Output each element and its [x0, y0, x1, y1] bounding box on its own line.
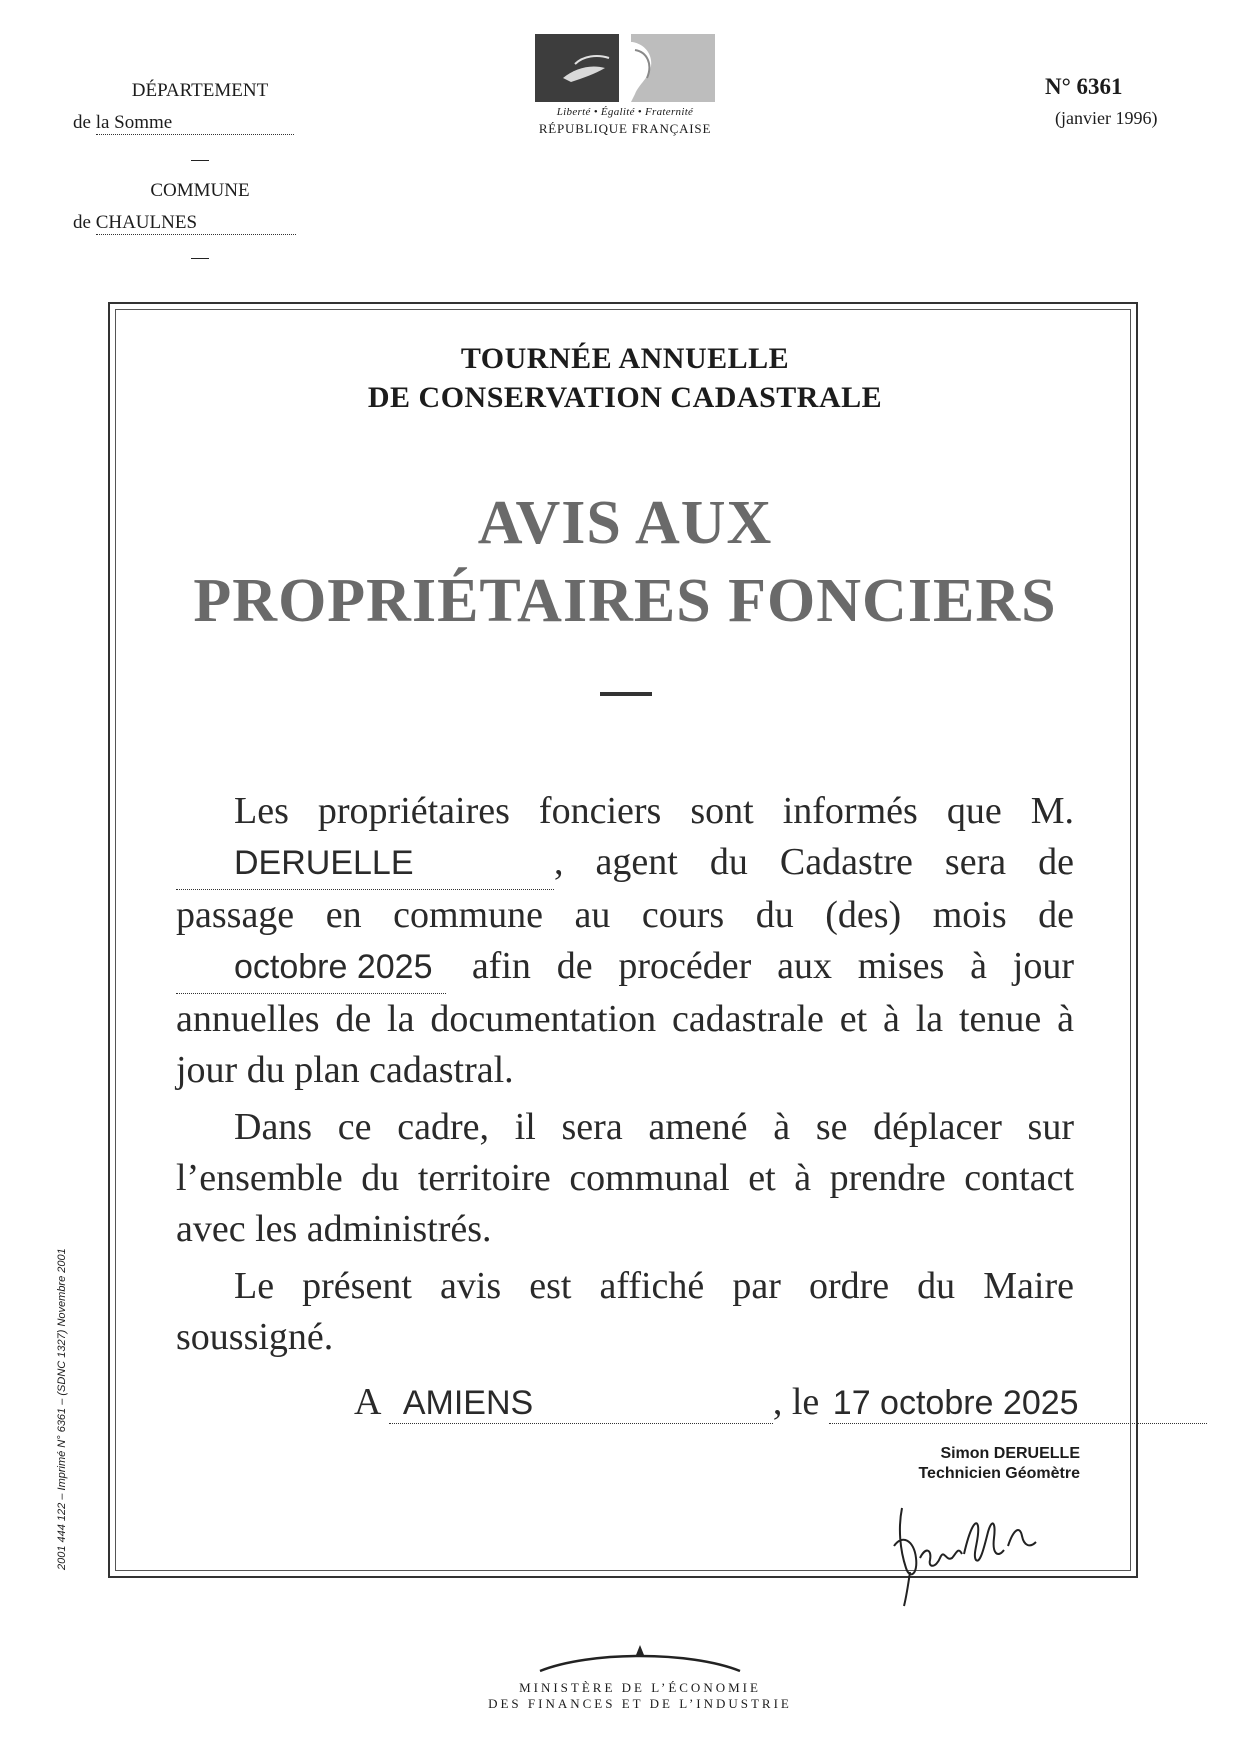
notice-paragraph-2: Dans ce cadre, il sera amené à se déplacer sur l’ensemble du territoire communal et à prendre contact avec les administrés. — [176, 1106, 1074, 1250]
paragraph-1-start: Les propriétaires fonciers sont informés que M. — [234, 790, 1074, 832]
notice-title-line2: PROPRIÉTAIRES FONCIERS — [193, 567, 1057, 635]
agent-name: DERUELLE — [234, 844, 414, 882]
departement-label: DÉPARTEMENT — [131, 80, 269, 101]
signatory-name: Simon DERUELLE — [940, 1445, 1080, 1462]
notice-title-line1: AVIS AUX — [477, 489, 773, 557]
signatory-block — [880, 1444, 1080, 1484]
date-value: 17 octobre 2025 — [832, 1384, 1079, 1422]
form-number: N° 6361 — [1045, 74, 1123, 99]
place-value: AMIENS — [402, 1384, 534, 1422]
divider-dash — [191, 160, 209, 161]
republique-motto: Liberté • Égalité • Fraternité — [556, 106, 694, 118]
commune-label: COMMUNE — [150, 180, 250, 201]
paragraph-1-end: afin de procéder aux mises à jour annuelles de la documentation cadastrale et à la tenue à jour du plan cadastral. — [176, 945, 1075, 1091]
departement-prefix: de — [73, 112, 91, 133]
commune-line — [73, 212, 296, 235]
commune-value: CHAULNES — [95, 212, 198, 233]
print-reference: 2001 444 122 – Imprimé N° 6361 – (SDNC 1327) Novembre 2001 — [56, 1248, 68, 1570]
republique-logo — [535, 34, 715, 137]
notice-body — [176, 786, 1074, 1363]
ministry-line1: MINISTÈRE DE L’ÉCONOMIE — [519, 1680, 761, 1695]
ministry-footer — [380, 1645, 900, 1712]
place-field — [389, 1384, 773, 1424]
paragraph-1-mid: , agent du Cadastre sera de passage en commune au cours du (des) mois de — [176, 841, 1074, 936]
signatory-title: Technicien Géomètre — [918, 1465, 1080, 1482]
form-date: (janvier 1996) — [1055, 108, 1158, 128]
departement-value: la Somme — [95, 112, 173, 133]
date-field — [829, 1384, 1207, 1424]
commune-prefix: de — [73, 212, 91, 233]
place-date-line — [354, 1380, 1207, 1424]
title-divider — [600, 692, 652, 696]
ministry-line2: DES FINANCES ET DE L’INDUSTRIE — [488, 1696, 792, 1711]
date-prefix: , le — [772, 1381, 820, 1423]
place-prefix: A — [354, 1381, 380, 1423]
notice-paragraph-1 — [176, 786, 1074, 1096]
ministry-arc-emblem — [530, 1645, 750, 1675]
period-field — [176, 942, 446, 994]
notice-heading-line2: DE CONSERVATION CADASTRALE — [367, 381, 883, 414]
departement-field — [96, 112, 294, 135]
marianne-emblem — [535, 34, 715, 102]
handwritten-signature — [880, 1488, 1070, 1608]
republique-label: RÉPUBLIQUE FRANÇAISE — [538, 121, 712, 136]
departement-line — [73, 112, 294, 135]
notice-paragraph-3: Le présent avis est affiché par ordre du Maire soussigné. — [176, 1265, 1074, 1358]
agent-name-field — [176, 838, 554, 890]
notice-heading-line1: TOURNÉE ANNUELLE — [460, 342, 790, 375]
divider-dash — [191, 258, 209, 259]
period-value: octobre 2025 — [234, 948, 433, 986]
commune-field — [96, 212, 296, 235]
